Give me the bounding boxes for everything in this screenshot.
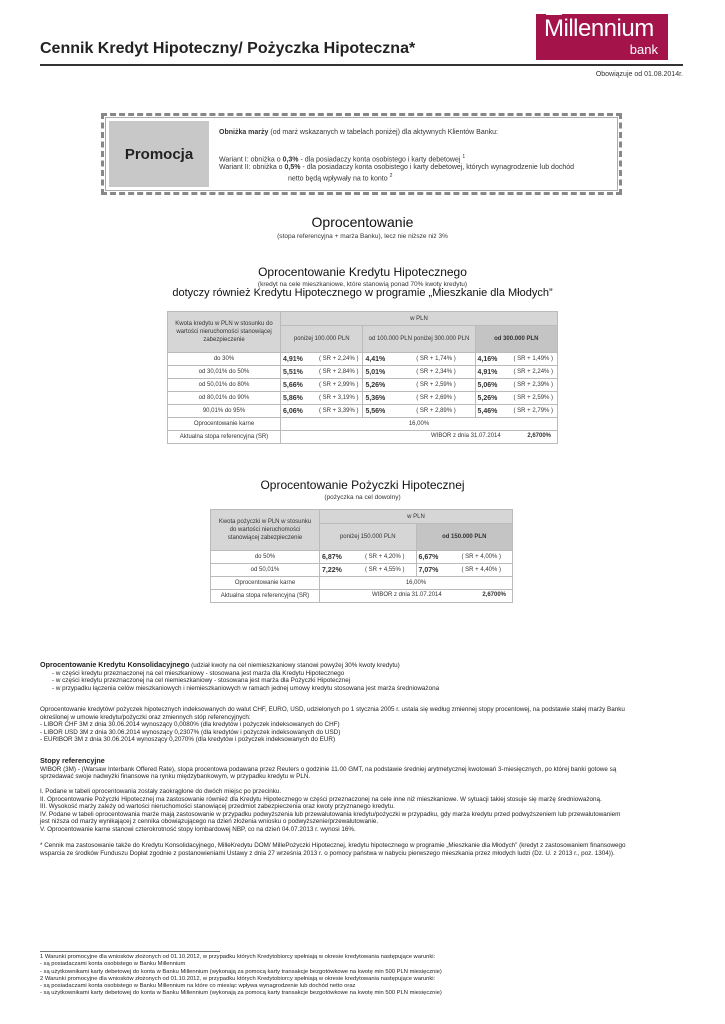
kredyt-row: [168, 379, 558, 392]
pozyczka-ref-value: 2,6700%: [482, 592, 506, 598]
promo-variant-2-cont: [288, 172, 392, 183]
pozyczka-penalty-value: 16,00%: [320, 577, 513, 590]
kredyt-row: [168, 366, 558, 379]
page-title: Cennik Kredyt Hipoteczny/ Pożyczka Hipoteczna*: [40, 40, 416, 57]
kredyt-row: [168, 392, 558, 405]
indeksowane-line: - LIBOR USD 3M z dnia 30.06.2014 wynoszący 0,2307% (dla kredytów i pożyczek indeksowanych do USD): [40, 728, 341, 736]
indeksowane-section: [40, 706, 685, 744]
pozyczka-ref-name: WIBOR z dnia 31.07.2014: [372, 592, 442, 598]
note-line: V. Oprocentowanie karne stanowi czterokrotność stopy lombardowej NBP, co na dzień 04.07.2013 r. wynosi 16%.: [40, 825, 356, 833]
kredyt-rate-value: 5,86%: [281, 392, 316, 405]
section-subtitle-oprocentowanie: (stopa referencyjna + marża Banku), lecz nie niższe niż 3%: [277, 233, 448, 240]
kredyt-ref-cell: [281, 431, 558, 444]
kredyt-rate-formula: ( SR + 3,39% ): [315, 405, 363, 418]
kredyt-ref-label: Aktualna stopa referencyjna (SR): [168, 431, 281, 444]
title-divider: [40, 64, 683, 66]
konsolidacyjny-title-rest: (udział kwoty na cel niemieszkaniowy stanowi powyżej 30% kwoty kredytu): [189, 662, 400, 669]
note-line: IV. Podane w tabeli oprocentowania marże mają zastosowanie w przypadku podwyższenia lub przewalutowania kredytu/pożyczki w przypadku, gdy marża kredytu przed podwyższeniem lub przewalutowaniem: [40, 810, 621, 818]
pozyczka-col1-header: poniżej 150.000 PLN: [320, 524, 417, 551]
promo-headline: [219, 128, 498, 137]
millennium-logo: [536, 14, 668, 60]
promo-v2-label: Wariant II:: [219, 164, 251, 171]
valid-from: Obowiązuje od 01.08.2014r.: [595, 71, 683, 78]
pozyczka-rate-table: [210, 509, 513, 603]
kredyt-row-label: do 30%: [168, 353, 281, 366]
kredyt-rate-value: 5,01%: [363, 366, 398, 379]
stopy-line: sprzedawać swoje nadwyżki finansowe na rynku międzybankowym, w przypadku kredytu w PLN.: [40, 773, 311, 781]
kredyt-rate-formula: ( SR + 2,69% ): [397, 392, 475, 405]
section-title-kredyt: Oprocentowanie Kredytu Hipotecznego: [258, 265, 467, 279]
pozyczka-col0-header: Kwota pożyczki w PLN w stosunku do wartości nieruchomości stanowiącej zabezpieczenie: [211, 510, 320, 551]
kredyt-col1-header: poniżej 100.000 PLN: [281, 326, 363, 353]
konsolidacyjny-item: - w części kredytu przeznaczonej na cel mieszkaniowy - stosowana jest marża dla Kredytu Hipotecznego: [52, 669, 345, 677]
konsolidacyjny-item: - w przypadku łączenia celów mieszkaniowych i niemieszkaniowych w ramach jednej umowy kredytu stosowana jest marża średnioważona: [52, 684, 440, 692]
section-title-oprocentowanie: Oprocentowanie: [311, 214, 414, 230]
kredyt-rate-formula: ( SR + 2,39% ): [510, 379, 558, 392]
konsolidacyjny-heading: [40, 661, 685, 670]
kredyt-rate-value: 4,41%: [363, 353, 398, 366]
pozyczka-ref-cell: [320, 590, 513, 603]
kredyt-rate-formula: ( SR + 1,74% ): [397, 353, 475, 366]
kredyt-rate-value: 5,46%: [475, 405, 510, 418]
promo-label: Promocja: [109, 121, 209, 187]
kredyt-row-label: 90,01% do 95%: [168, 405, 281, 418]
kredyt-penalty-value: 16,00%: [281, 418, 558, 431]
promo-v1-text-b: - dla posiadaczy konta osobistego i karty debetowej: [298, 156, 463, 164]
pozyczka-row: [211, 551, 513, 564]
kredyt-rate-formula: ( SR + 2,79% ): [510, 405, 558, 418]
promo-v1-text: obniżka o: [248, 156, 283, 164]
kredyt-rate-value: 5,51%: [281, 366, 316, 379]
footnote-line: - są użytkownikami karty debetowej do konta w Banku Millennium (wykonają za pomocą karty transakcje bezgotówkowe na kwotę min 500 PLN miesięcznie): [40, 968, 442, 975]
indeksowane-line: Oprocentowanie kredytów/ pożyczek hipotecznych indeksowanych do walut CHF, EURO, USD, udzielonych po 1 stycznia 2005 r. ustala się według zmiennej stopy procentowej, na podstawie stałej marży Banku: [40, 706, 625, 713]
note-line: III. Wysokość marży zależy od wartości nieruchomości stanowiącej przedmiot zabezpieczenia oraz kwoty przyznanego kredytu.: [40, 803, 395, 811]
stopy-line: WIBOR (3M) - (Warsaw Interbank Offered Rate), stopa procentowa podawana przez Reuters o godzinie 11.00 GMT, na podstawie średniej arytmetycznej kwotowań 3-miesięcznych, po której banki gotowe są: [40, 765, 617, 773]
kredyt-rate-table: [167, 311, 558, 444]
kredyt-rate-value: 4,91%: [475, 366, 510, 379]
kredyt-row: [168, 353, 558, 366]
kredyt-rate-formula: ( SR + 2,24% ): [510, 366, 558, 379]
footnotes: [40, 954, 685, 998]
indeksowane-line: - EURIBOR 3M z dnia 30.06.2014 wynoszący 0,2070% (dla kredytów i pożyczek indeksowanych do EUR): [40, 736, 336, 744]
stopy-title: Stopy referencyjne: [40, 756, 105, 765]
konsolidacyjny-section: [40, 661, 685, 692]
kredyt-ref-name: WIBOR z dnia 31.07.2014: [431, 433, 501, 439]
promo-variant-2: [219, 163, 574, 172]
kredyt-rate-value: 5,26%: [475, 392, 510, 405]
kredyt-rate-value: 5,26%: [363, 379, 398, 392]
kredyt-rate-value: 4,16%: [475, 353, 510, 366]
indeksowane-line: określonej w umowie kredytu/pożyczki oraz zmiennych stóp referencyjnych:: [40, 713, 251, 721]
pozyczka-rate-value: 7,07%: [416, 564, 451, 577]
footnote-line: 1 Warunki promocyjne dla wniosków złożonych od 01.10.2012, w przypadku których Kredytobiorcy spełniają w okresie kredytowania następujące warunki:: [40, 954, 436, 960]
promo-v2-text-b: - dla posiadaczy konta osobistego i karty debetowej, których wynagrodzenie lub dochód: [300, 164, 575, 171]
footnote-line: - są posiadaczami konta osobistego w Banku Millennium na które co miesiąc wpływa wynagrodzenie lub dochód netto oraz: [40, 983, 356, 990]
section-title-pozyczka: Oprocentowanie Pożyczki Hipotecznej: [260, 478, 465, 492]
pozyczka-currency-header: w PLN: [320, 510, 513, 524]
kredyt-ref-value: 2,6700%: [527, 433, 551, 439]
kredyt-rate-formula: ( SR + 1,49% ): [510, 353, 558, 366]
konsolidacyjny-title: Oprocentowanie Kredytu Konsolidacyjnego: [40, 660, 190, 669]
notes-section: [40, 788, 685, 834]
section-subtitle-kredyt: (kredyt na cele mieszkaniowe, które stanowią ponad 70% kwoty kredytu): [257, 281, 468, 288]
kredyt-col0-header: Kwota kredytu w PLN w stosunku do wartości nieruchomości stanowiącej zabezpieczenie: [168, 312, 281, 353]
kredyt-rate-formula: ( SR + 2,34% ): [397, 366, 475, 379]
promo-v1-footnote-ref: 1: [462, 154, 466, 160]
kredyt-rate-value: 6,06%: [281, 405, 316, 418]
kredyt-rate-value: 5,56%: [363, 405, 398, 418]
pozyczka-penalty-label: Oprocentowanie karne: [211, 577, 320, 590]
section-subtitle-pozyczka: (pożyczka na cel dowolny): [324, 494, 401, 501]
note-line: II. Oprocentowanie Pożyczki Hipotecznej ma zastosowanie również dla Kredytu Hipotecznego w części przeznaczonej na cele inne niż mieszkaniowe. W sytuacji takiej stosuje się marżę średnioważoną.: [40, 795, 602, 803]
pozyczka-rate-formula: ( SR + 4,20% ): [354, 551, 416, 564]
pozyczka-col2-header: od 150.000 PLN: [416, 524, 513, 551]
kredyt-rate-value: 5,66%: [281, 379, 316, 392]
pozyczka-table-wrap: [210, 509, 513, 603]
pozyczka-rate-formula: ( SR + 4,00% ): [451, 551, 513, 564]
kredyt-rate-formula: ( SR + 2,84% ): [315, 366, 363, 379]
note-line: jest niższa od marży wynikającej z cennika obowiązującego na dzień złożenia wniosku o podwyższenie/przewalutowanie.: [40, 818, 379, 826]
promo-v2-value: 0,5%: [284, 164, 301, 171]
pozyczka-rate-formula: ( SR + 4,40% ): [451, 564, 513, 577]
kredyt-rate-value: 4,91%: [281, 353, 316, 366]
kredyt-rate-formula: ( SR + 3,19% ): [315, 392, 363, 405]
kredyt-row: [168, 405, 558, 418]
pozyczka-row: [211, 564, 513, 577]
promo-headline-bold: Obniżka marży: [219, 129, 269, 136]
asterisk-note: [40, 842, 685, 857]
footnote-line: - są użytkownikami karty debetowej do konta w Banku Millennium (wykonają za pomocą karty transakcje bezgotówkowe na kwotę min 500 PLN miesięcznie): [40, 990, 442, 997]
kredyt-col2-header: od 100.000 PLN poniżej 300.000 PLN: [363, 326, 475, 353]
kredyt-rate-formula: ( SR + 2,89% ): [397, 405, 475, 418]
section-subtitle2-kredyt: dotyczy również Kredytu Hipotecznego w programie „Mieszkanie dla Młodych”: [172, 287, 553, 299]
footnote-line: 2 Warunki promocyjne dla wniosków złożonych od 01.10.2012, w przypadku których Kredytobiorcy spełniają w okresie kredytowania następujące warunki:: [40, 975, 436, 982]
kredyt-rate-value: 5,36%: [363, 392, 398, 405]
promo-v1-label: Wariant I:: [219, 156, 249, 164]
pozyczka-ref-label: Aktualna stopa referencyjna (SR): [211, 590, 320, 603]
kredyt-rate-formula: ( SR + 2,99% ): [315, 379, 363, 392]
footnote-divider: [40, 951, 220, 952]
promo-v2-text-c: netto będą wpływały na to konto: [288, 175, 390, 183]
kredyt-table-wrap: [167, 311, 558, 444]
pozyczka-rate-value: 7,22%: [320, 564, 355, 577]
kredyt-row-label: od 80,01% do 90%: [168, 392, 281, 405]
stopy-section: [40, 757, 685, 781]
promo-v2-text: obniżka o: [250, 164, 285, 171]
pozyczka-rate-value: 6,67%: [416, 551, 451, 564]
kredyt-penalty-label: Oprocentowanie karne: [168, 418, 281, 431]
logo-text: Millennium: [544, 15, 654, 42]
pozyczka-rate-value: 6,87%: [320, 551, 355, 564]
kredyt-row-label: od 30,01% do 50%: [168, 366, 281, 379]
asterisk-line: * Cennik ma zastosowanie także do Kredytu Konsolidacyjnego, MilleKredytu DOM/ MillePożyczki Hipotecznej, kredytu hipotecznego w programie „Mieszkanie dla Młodych” (kredyt z zastosowaniem finansowego: [40, 842, 626, 849]
kredyt-rate-formula: ( SR + 2,24% ): [315, 353, 363, 366]
kredyt-rate-value: 5,06%: [475, 379, 510, 392]
kredyt-rate-formula: ( SR + 2,59% ): [510, 392, 558, 405]
kredyt-rate-formula: ( SR + 2,59% ): [397, 379, 475, 392]
konsolidacyjny-item: - w części kredytu przeznaczonej na cel niemieszkaniowy - stosowana jest marża dla Pożyczki Hipotecznej: [52, 677, 351, 685]
footnote-line: - są posiadaczami konta osobistego w Banku Millennium: [40, 961, 186, 968]
note-line: I. Podane w tabeli oprocentowania zostały zaokrąglone do dwóch miejsc po przecinku.: [40, 788, 282, 795]
asterisk-line: wsparcia ze środków Funduszu Dopłat zgodnie z postanowieniami Ustawy z dnia 27 września 2013 r. o pomocy państwa w nabyciu pierwszego mieszkania przez młodych ludzi (Dz. U. z 2013 r., poz. 1304)).: [40, 849, 615, 857]
kredyt-row-label: od 50,01% do 80%: [168, 379, 281, 392]
promo-v1-value: 0,3%: [282, 156, 299, 164]
pozyczka-rate-formula: ( SR + 4,55% ): [354, 564, 416, 577]
promo-v2-footnote-ref: 2: [389, 173, 393, 179]
indeksowane-line: - LIBOR CHF 3M z dnia 30.06.2014 wynoszący 0,0080% (dla kredytów i pożyczek indeksowanych do CHF): [40, 721, 340, 729]
pozyczka-row-label: od 50,01%: [211, 564, 320, 577]
kredyt-col3-header: od 300.000 PLN: [475, 326, 557, 353]
pozyczka-row-label: do 50%: [211, 551, 320, 564]
kredyt-currency-header: w PLN: [281, 312, 558, 326]
logo-subtext: bank: [629, 42, 658, 57]
promo-headline-rest: (od marż wskazanych w tabelach poniżej) dla aktywnych Klientów Banku:: [268, 129, 498, 136]
